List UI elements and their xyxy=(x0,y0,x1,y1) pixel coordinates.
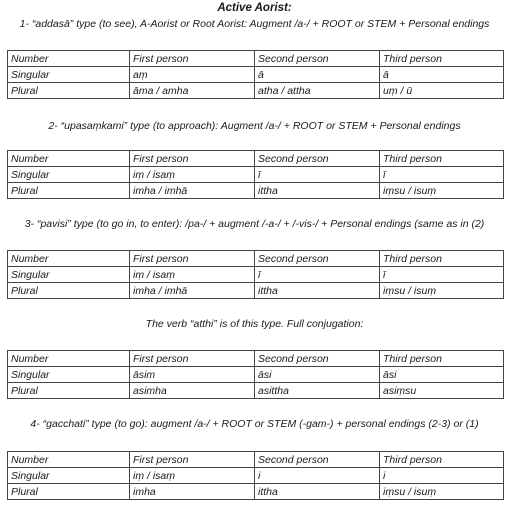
table-cell: āsi xyxy=(380,367,504,383)
table-cell: iṃ / isaṃ xyxy=(130,167,255,183)
conjugation-table-1 xyxy=(7,50,504,99)
table-row xyxy=(8,83,504,99)
table-cell: āma / amha xyxy=(130,83,255,99)
table-header-row xyxy=(8,351,504,367)
table-cell: iṃ / isaṃ xyxy=(130,468,255,484)
table-cell: imha / imhā xyxy=(130,183,255,199)
header-cell: First person xyxy=(130,151,255,167)
header-cell: Number xyxy=(8,51,130,67)
table-cell: ī xyxy=(380,267,504,283)
table-cell: āsi xyxy=(255,367,380,383)
table-row xyxy=(8,183,504,199)
table-row xyxy=(8,484,504,500)
table-row xyxy=(8,367,504,383)
table-cell: Singular xyxy=(8,67,130,83)
table-cell: aṃ xyxy=(130,67,255,83)
header-cell: Second person xyxy=(255,251,380,267)
table-cell: iṃsu / isuṃ xyxy=(380,283,504,299)
table-cell: asimha xyxy=(130,383,255,399)
table-row xyxy=(8,167,504,183)
table-cell: asittha xyxy=(255,383,380,399)
section-4-heading: 4- “gacchati” type (to go): augment /a-/ + ROOT or STEM (-gam-) + personal endings (2-3) or (1) xyxy=(30,418,479,430)
table-cell: Plural xyxy=(8,183,130,199)
conjugation-table-4 xyxy=(7,451,504,500)
table-header-row xyxy=(8,151,504,167)
table-cell: atha / attha xyxy=(255,83,380,99)
table-cell: ittha xyxy=(255,283,380,299)
table-cell: ī xyxy=(255,267,380,283)
header-cell: Second person xyxy=(255,51,380,67)
header-cell: Number xyxy=(8,251,130,267)
table-cell: i xyxy=(255,468,380,484)
page-title: Active Aorist: xyxy=(217,2,292,14)
table-cell: ī xyxy=(255,167,380,183)
table-header-row xyxy=(8,51,504,67)
header-cell: Second person xyxy=(255,151,380,167)
table-cell: uṃ / ū xyxy=(380,83,504,99)
table-cell: ā xyxy=(255,67,380,83)
table-cell: āsim xyxy=(130,367,255,383)
header-cell: Third person xyxy=(380,251,504,267)
table-cell: imha xyxy=(130,484,255,500)
table-cell: imha / imhā xyxy=(130,283,255,299)
header-cell: Number xyxy=(8,151,130,167)
table-cell: iṃsu / isuṃ xyxy=(380,484,504,500)
header-cell: Number xyxy=(8,351,130,367)
table-cell: Plural xyxy=(8,283,130,299)
table-row xyxy=(8,67,504,83)
table-cell: i xyxy=(380,468,504,484)
table-cell: Plural xyxy=(8,383,130,399)
table-cell: iṃsu / isuṃ xyxy=(380,183,504,199)
header-cell: Third person xyxy=(380,151,504,167)
table-cell: Singular xyxy=(8,367,130,383)
conjugation-table-3 xyxy=(7,250,504,299)
table-cell: Singular xyxy=(8,267,130,283)
table-cell: Plural xyxy=(8,83,130,99)
table-cell: ittha xyxy=(255,484,380,500)
table-cell: ī xyxy=(380,167,504,183)
table-cell: Plural xyxy=(8,484,130,500)
table-cell: ittha xyxy=(255,183,380,199)
header-cell: Third person xyxy=(380,51,504,67)
table-cell: ā xyxy=(380,67,504,83)
atthi-heading: The verb “atthi” is of this type. Full conjugation: xyxy=(145,318,364,330)
section-2-heading: 2- “upasaṃkami” type (to approach): Augment /a-/ + ROOT or STEM + Personal endings xyxy=(48,120,461,132)
header-cell: First person xyxy=(130,351,255,367)
table-row xyxy=(8,283,504,299)
table-row xyxy=(8,267,504,283)
header-cell: First person xyxy=(130,452,255,468)
table-cell: iṃ / isaṃ xyxy=(130,267,255,283)
conjugation-table-atthi xyxy=(7,350,504,399)
header-cell: Third person xyxy=(380,351,504,367)
table-cell: asiṃsu xyxy=(380,383,504,399)
table-header-row xyxy=(8,251,504,267)
header-cell: Second person xyxy=(255,351,380,367)
header-cell: Third person xyxy=(380,452,504,468)
table-cell: Singular xyxy=(8,468,130,484)
header-cell: Second person xyxy=(255,452,380,468)
header-cell: Number xyxy=(8,452,130,468)
table-row xyxy=(8,468,504,484)
table-row xyxy=(8,383,504,399)
table-cell: Singular xyxy=(8,167,130,183)
section-3-heading: 3- “pavisi” type (to go in, to enter): /pa-/ + augment /-a-/ + /-vis-/ + Personal endings (same as in (2) xyxy=(24,218,485,230)
header-cell: First person xyxy=(130,51,255,67)
header-cell: First person xyxy=(130,251,255,267)
section-1-heading: 1- “addasā” type (to see), A-Aorist or Root Aorist: Augment /a-/ + ROOT or STEM + Personal endings xyxy=(19,18,490,30)
table-header-row xyxy=(8,452,504,468)
conjugation-table-2 xyxy=(7,150,504,199)
